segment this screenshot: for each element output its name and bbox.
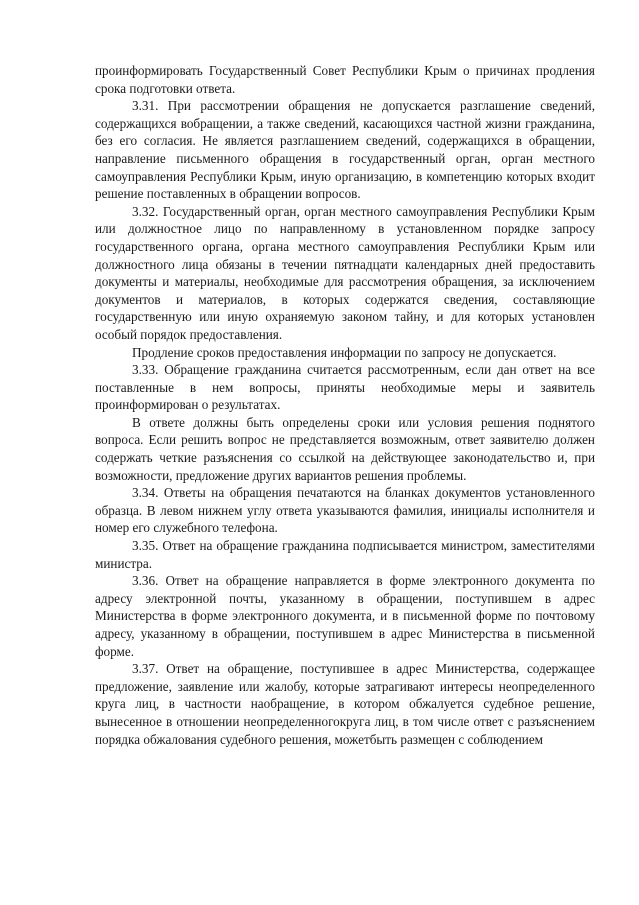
paragraph-continuation: проинформировать Государственный Совет Республики Крым о причинах продления срока подготовки ответа. <box>95 63 595 96</box>
document-page <box>95 62 595 748</box>
paragraph-3-35: 3.35. Ответ на обращение гражданина подписывается министром, заместителями министра. <box>95 538 595 571</box>
paragraph-3-36: 3.36. Ответ на обращение направляется в форме электронного документа по адресу электронной почты, указанному в обращении, поступившем в адрес Министерства в форме электронного документа, и в письменной форме по почтовому адресу, указанному в обращении, поступившем в адрес Министерства в письменной форме. <box>95 573 595 659</box>
paragraph-response-terms: В ответе должны быть определены сроки или условия решения поднятого вопроса. Если решить вопрос не представляется возможным, ответ заявителю должен содержать четкие разъяснения со ссылкой на действующее законодательство и, при возможности, предложение других вариантов решения проблемы. <box>95 414 595 483</box>
paragraph-3-31: 3.31. При рассмотрении обращения не допускается разглашение сведений, содержащихся вобращении, а также сведений, касающихся частной жизни гражданина, без его согласия. Не является разглашением сведений, содержащихся в обращении, направление письменного обращения в государственный орган, орган местного самоуправления Республики Крым, иную организацию, в компетенцию которых входит решение поставленных в обращении вопросов. <box>95 98 595 202</box>
paragraph-3-37: 3.37. Ответ на обращение, поступившее в адрес Министерства, содержащее предложение, заявление или жалобу, которые затрагивают интересы неопределенного круга лиц, в частности наобращение, в котором обжалуется судебное решение, вынесенное в отношении неопределенногокруга лиц, в том числе ответ с разъяснением порядка обжалования судебного решения, можетбыть размещен с соблюдением <box>95 661 595 747</box>
paragraph-3-34: 3.34. Ответы на обращения печатаются на бланках документов установленного образца. В левом нижнем углу ответа указываются фамилия, инициалы исполнителя и номер его служебного телефона. <box>95 485 595 536</box>
paragraph-extension: Продление сроков предоставления информации по запросу не допускается. <box>132 344 557 360</box>
paragraph-3-32: 3.32. Государственный орган, орган местного самоуправления Республики Крым или должностное лицо по направленному в установленном порядке запросу государственного органа, органа местного самоуправления Республики Крым или должностного лица обязаны в течении пятнадцати календарных дней предоставить документы и материалы, необходимые для рассмотрения обращения, за исключением документов и материалов, в которых содержатся сведения, составляющие государственную или иную охраняемую законом тайну, и для которых установлен особый порядок предоставления. <box>95 203 595 342</box>
paragraph-3-33: 3.33. Обращение гражданина считается рассмотренным, если дан ответ на все поставленные в нем вопросы, приняты необходимые меры и заявитель проинформирован о результатах. <box>95 362 595 413</box>
